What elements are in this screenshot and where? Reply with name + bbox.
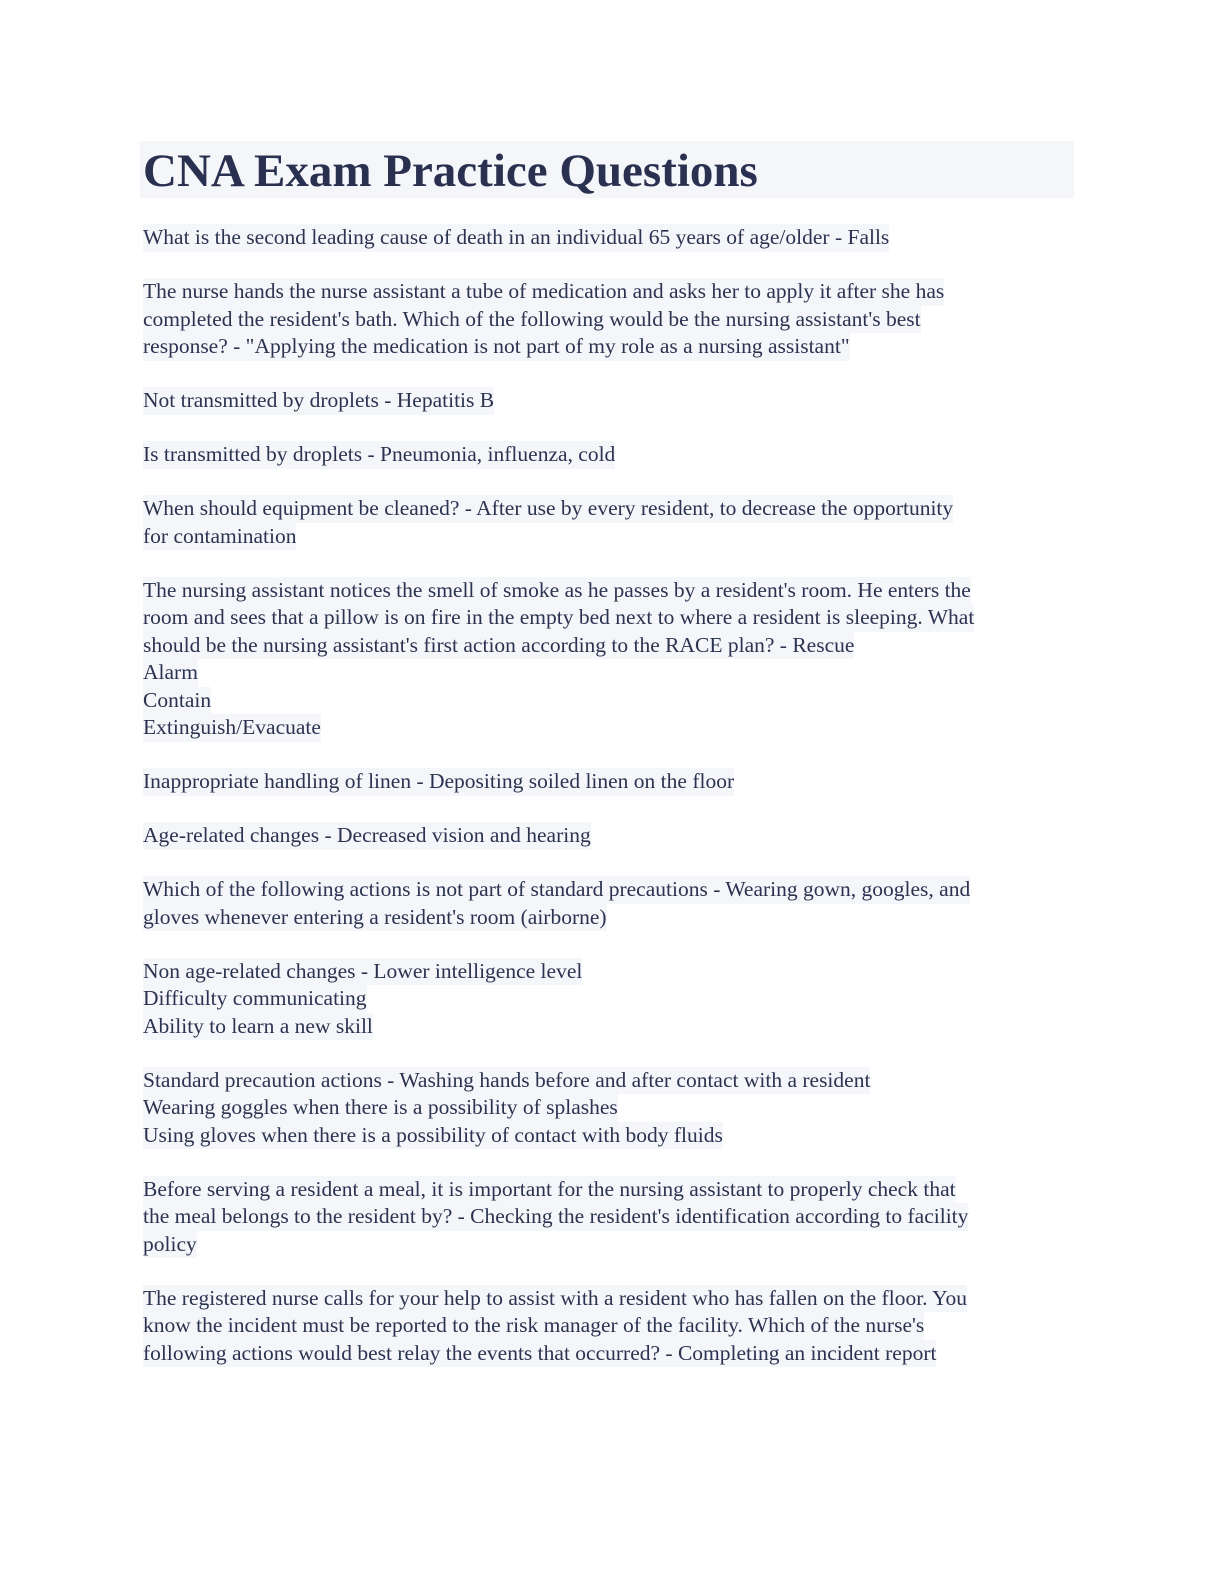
text-line: The nursing assistant notices the smell of smoke as he passes by a resident's room. He enters the (143, 577, 971, 605)
text-line: Age-related changes - Decreased vision and hearing (143, 822, 591, 850)
text-line: The nurse hands the nurse assistant a tube of medication and asks her to apply it after she has (143, 278, 944, 306)
text-line: Using gloves when there is a possibility of contact with body fluids (143, 1122, 723, 1150)
text-line: The registered nurse calls for your help to assist with a resident who has fallen on the floor. You (143, 1285, 967, 1313)
question-answer-item (143, 577, 1083, 742)
text-line: Before serving a resident a meal, it is important for the nursing assistant to properly check that (143, 1176, 956, 1204)
text-line: room and sees that a pillow is on fire in the empty bed next to where a resident is sleeping. What (143, 604, 974, 632)
text-line: Ability to learn a new skill (143, 1013, 373, 1041)
question-answer-item (143, 495, 1083, 550)
text-line: policy (143, 1231, 197, 1259)
question-answer-item (143, 224, 1083, 252)
question-answer-item (143, 1285, 1083, 1368)
text-line: Inappropriate handling of linen - Depositing soiled linen on the floor (143, 768, 734, 796)
question-answer-item (143, 441, 1083, 469)
question-answer-item (143, 387, 1083, 415)
text-line: Is transmitted by droplets - Pneumonia, influenza, cold (143, 441, 615, 469)
question-answer-item (143, 958, 1083, 1041)
question-answer-item (143, 278, 1083, 361)
text-line: following actions would best relay the events that occurred? - Completing an incident report (143, 1340, 936, 1368)
question-list (143, 224, 1083, 1394)
text-line: Which of the following actions is not part of standard precautions - Wearing gown, googles, and (143, 876, 970, 904)
text-line: What is the second leading cause of death in an individual 65 years of age/older - Falls (143, 224, 889, 252)
question-answer-item (143, 876, 1083, 931)
text-line: Not transmitted by droplets - Hepatitis B (143, 387, 494, 415)
page-title: CNA Exam Practice Questions (143, 145, 758, 197)
text-line: gloves whenever entering a resident's room (airborne) (143, 904, 607, 932)
text-line: Alarm (143, 659, 198, 687)
question-answer-item (143, 768, 1083, 796)
text-line: completed the resident's bath. Which of the following would be the nursing assistant's best (143, 306, 921, 334)
text-line: Extinguish/Evacuate (143, 714, 321, 742)
text-line: response? - "Applying the medication is not part of my role as a nursing assistant" (143, 333, 850, 361)
question-answer-item (143, 1067, 1083, 1150)
text-line: should be the nursing assistant's first action according to the RACE plan? - Rescue (143, 632, 854, 660)
question-answer-item (143, 1176, 1083, 1259)
question-answer-item (143, 822, 1083, 850)
text-line: Contain (143, 687, 211, 715)
title-banner (140, 141, 1074, 198)
text-line: the meal belongs to the resident by? - Checking the resident's identification according to facility (143, 1203, 968, 1231)
text-line: Standard precaution actions - Washing hands before and after contact with a resident (143, 1067, 870, 1095)
text-line: for contamination (143, 523, 296, 551)
text-line: Non age-related changes - Lower intelligence level (143, 958, 582, 986)
text-line: Difficulty communicating (143, 985, 367, 1013)
text-line: know the incident must be reported to the risk manager of the facility. Which of the nurse's (143, 1312, 924, 1340)
text-line: When should equipment be cleaned? - After use by every resident, to decrease the opportunity (143, 495, 953, 523)
text-line: Wearing goggles when there is a possibility of splashes (143, 1094, 618, 1122)
